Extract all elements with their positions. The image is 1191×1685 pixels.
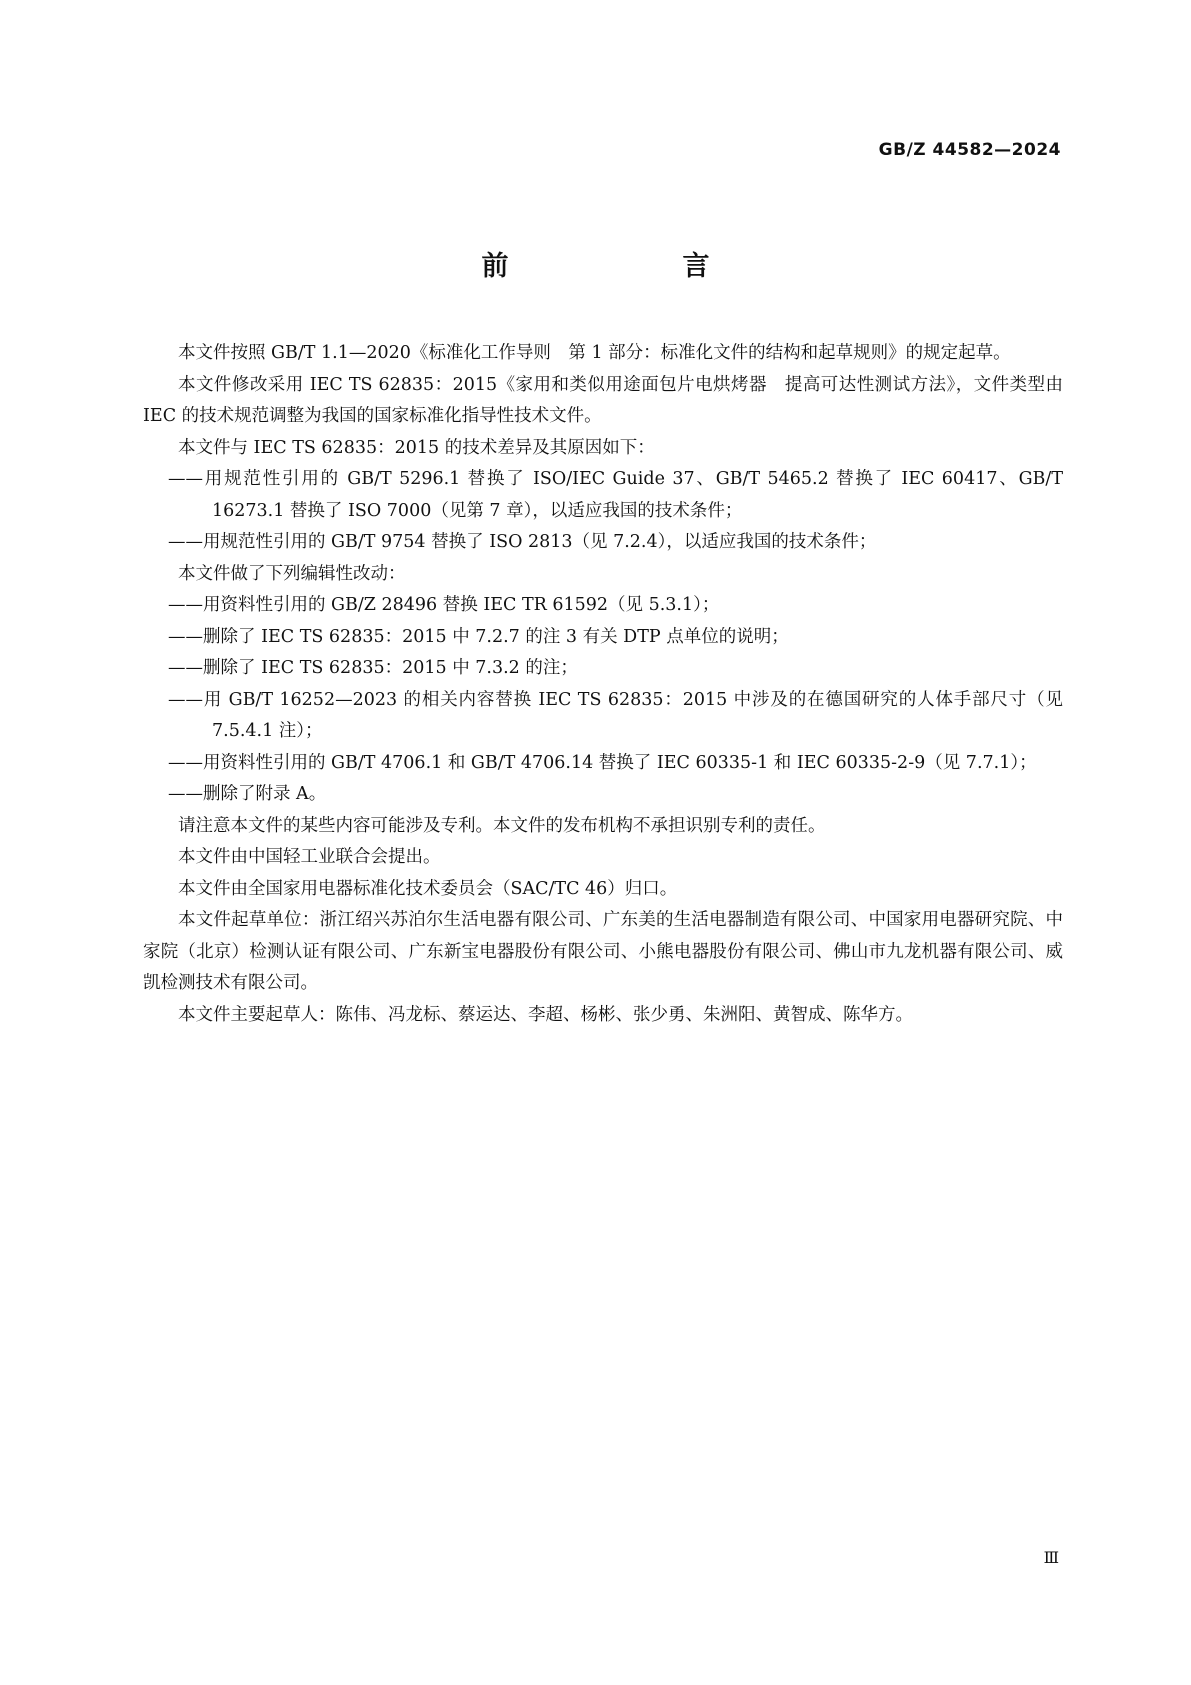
paragraph-technical-differences: 本文件与 IEC TS 62835：2015 的技术差异及其原因如下：: [178, 437, 655, 458]
paragraph-adoption: 本文件修改采用 IEC TS 62835：2015《家用和类似用途面包片电烘烤器 提高可达性测试方法》，文件类型由 IEC 的技术规范调整为我国的国家标准化指导性技术文件。: [143, 374, 1063, 426]
paragraph-technical-committee: 本文件由全国家用电器标准化技术委员会（SAC/TC 46）归口。: [178, 878, 678, 899]
paragraph-patent-notice: 请注意本文件的某些内容可能涉及专利。本文件的发布机构不承担识别专利的责任。: [178, 815, 826, 836]
foreword-body: [143, 338, 1063, 1031]
paragraph-drafting-rules: 本文件按照 GB/T 1.1—2020《标准化工作导则 第 1 部分：标准化文件的结构和起草规则》的规定起草。: [178, 343, 1011, 363]
list-item: ——删除了 IEC TS 62835：2015 中 7.2.7 的注 3 有关 DTP 点单位的说明；: [168, 626, 789, 647]
list-item: ——用 GB/T 16252—2023 的相关内容替换 IEC TS 62835：2015 中涉及的在德国研究的人体手部尺寸（见 7.5.4.1 注）；: [168, 689, 1063, 741]
list-item: ——删除了附录 A。: [168, 784, 327, 804]
paragraph-editorial-changes: 本文件做了下列编辑性改动：: [178, 563, 406, 584]
list-item: ——用资料性引用的 GB/Z 28496 替换 IEC TR 61592（见 5.3.1）；: [168, 595, 720, 615]
standard-code: GB/Z 44582—2024: [878, 140, 1061, 160]
list-item: ——用规范性引用的 GB/T 9754 替换了 ISO 2813（见 7.2.4），以适应我国的技术条件；: [168, 532, 877, 552]
page-title: 前 言: [481, 251, 750, 282]
page-number: Ⅲ: [1043, 1548, 1059, 1567]
paragraph-proposer: 本文件由中国轻工业联合会提出。: [178, 847, 441, 867]
paragraph-drafters: 本文件主要起草人：陈伟、冯龙标、蔡运达、李超、杨彬、张少勇、朱洲阳、黄智成、陈华方。: [178, 1004, 913, 1025]
list-item: ——用资料性引用的 GB/T 4706.1 和 GB/T 4706.14 替换了 IEC 60335-1 和 IEC 60335-2-9（见 7.7.1）；: [168, 752, 1037, 773]
list-item: ——删除了 IEC TS 62835：2015 中 7.3.2 的注；: [168, 658, 578, 678]
list-item: ——用规范性引用的 GB/T 5296.1 替换了 ISO/IEC Guide 37、GB/T 5465.2 替换了 IEC 60417、GB/T 16273.1 替换了 ISO 7000（见第 7 章），以适应我国的技术条件；: [168, 469, 1063, 521]
paragraph-drafting-units: 本文件起草单位：浙江绍兴苏泊尔生活电器有限公司、广东美的生活电器制造有限公司、中国家用电器研究院、中家院（北京）检测认证有限公司、广东新宝电器股份有限公司、小熊电器股份有限公司、佛山市九龙机器有限公司、威凯检测技术有限公司。: [143, 910, 1063, 993]
